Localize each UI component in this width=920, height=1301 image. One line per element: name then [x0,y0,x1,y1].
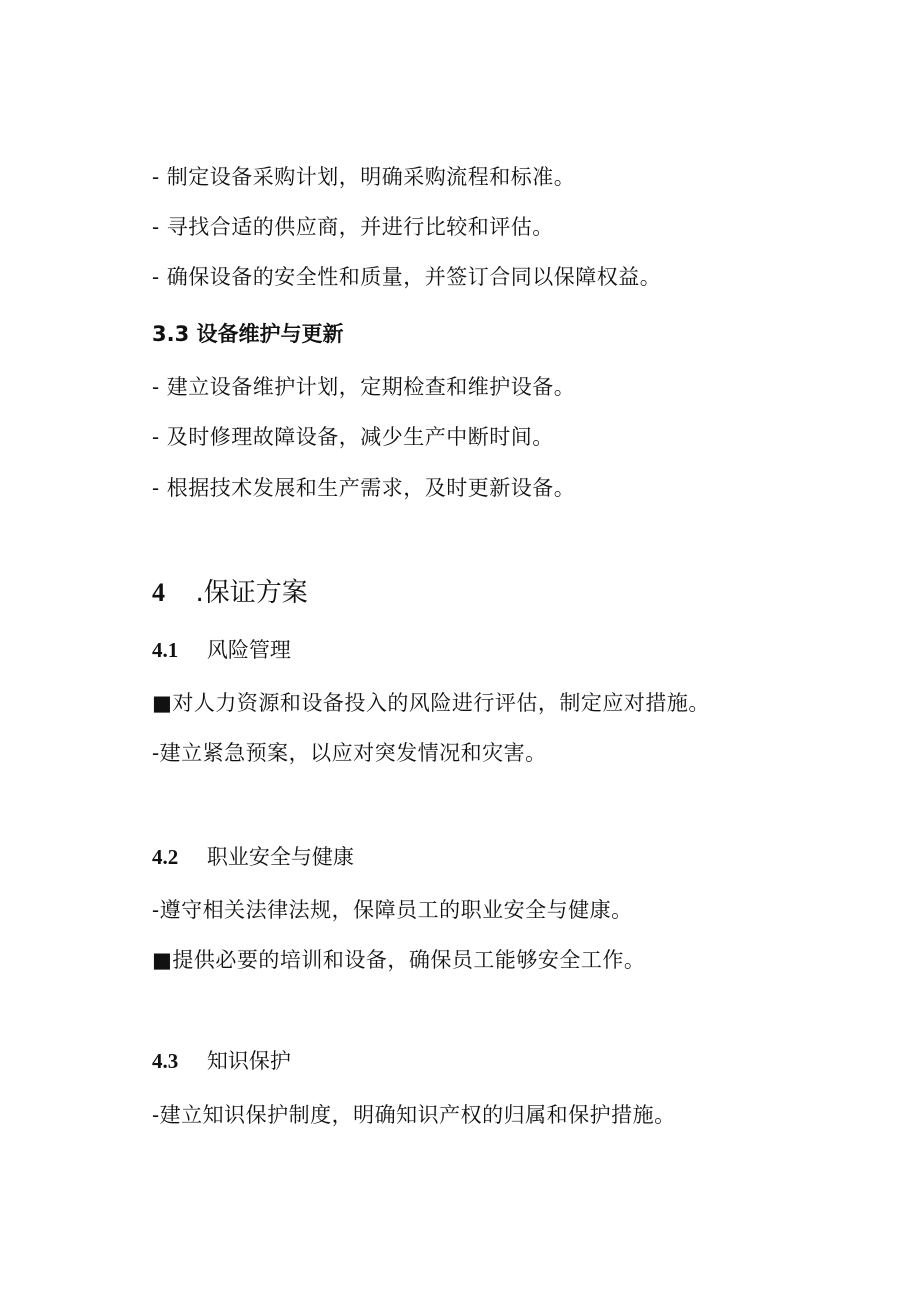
section-heading-text: 3.3 设备维护与更新 [152,322,344,346]
section-title: .保证方案 [195,578,308,608]
section-heading-4 [152,576,308,610]
section-number: 4.2 [152,845,179,869]
section-title: 风险管理 [206,638,291,662]
list-item: - 根据技术发展和生产需求，及时更新设备。 [152,476,576,500]
section-number: 4 [152,578,165,607]
section-heading-4-1 [152,636,291,664]
list-item: -遵守相关法律法规，保障员工的职业安全与健康。 [152,898,633,922]
list-item: - 确保设备的安全性和质量，并签订合同以保障权益。 [152,265,662,289]
list-item: - 制定设备采购计划，明确采购流程和标准。 [152,165,576,189]
list-item: ■提供必要的培训和设备，确保员工能够安全工作。 [152,948,646,972]
section-heading-3-3 [152,320,344,348]
section-heading-4-2 [152,843,354,871]
list-item: ■对人力资源和设备投入的风险进行评估，制定应对措施。 [152,691,710,715]
section-title: 知识保护 [206,1049,291,1073]
list-item: - 寻找合适的供应商，并进行比较和评估。 [152,215,554,239]
section-title: 职业安全与健康 [206,845,354,869]
list-item: - 及时修理故障设备，减少生产中断时间。 [152,425,554,449]
section-number: 4.1 [152,638,179,662]
section-heading-4-3 [152,1047,291,1075]
list-item: - 建立设备维护计划，定期检查和维护设备。 [152,375,576,399]
list-item: -建立知识保护制度，明确知识产权的归属和保护措施。 [152,1103,676,1127]
list-item: -建立紧急预案，以应对突发情况和灾害。 [152,741,547,765]
section-number: 4.3 [152,1049,179,1073]
